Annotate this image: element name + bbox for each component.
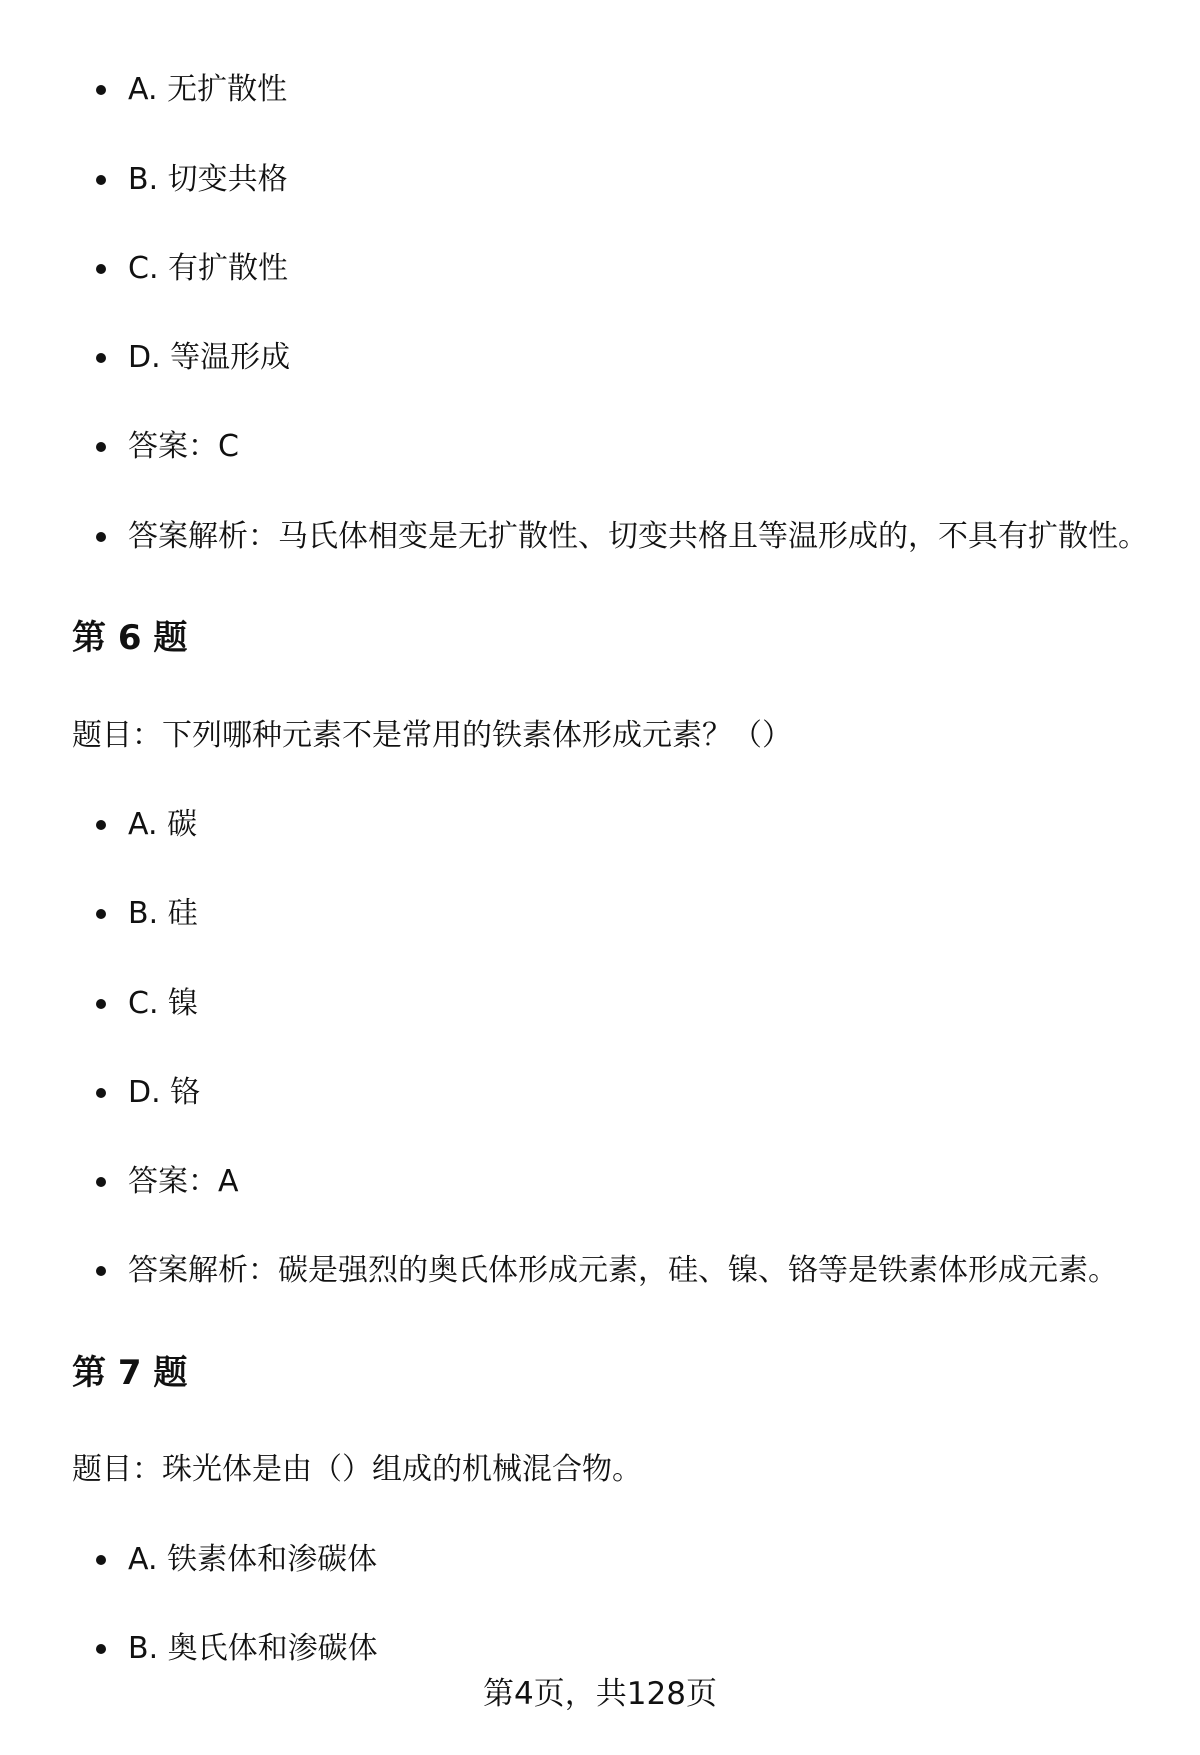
q7-question: 题目：珠光体是由（）组成的机械混合物。 — [72, 1452, 642, 1487]
q6-option-c-text: C. 镍 — [128, 986, 199, 1021]
q5-answer-text: 答案：C — [128, 429, 239, 464]
bullet-icon — [96, 175, 106, 185]
bullet-icon — [96, 264, 106, 274]
q7-option-a-text: A. 铁素体和渗碳体 — [128, 1542, 378, 1577]
q5-option-c-text: C. 有扩散性 — [128, 251, 289, 286]
q6-question: 题目：下列哪种元素不是常用的铁素体形成元素？（） — [72, 718, 792, 753]
bullet-icon — [96, 442, 106, 452]
q6-option-a-text: A. 碳 — [128, 807, 198, 842]
q6-option-b-text: B. 硅 — [128, 896, 198, 931]
bullet-icon — [96, 1177, 106, 1187]
bullet-icon — [96, 820, 106, 830]
q6-answer-text: 答案：A — [128, 1164, 239, 1199]
page-indicator: 第4页，共128页 — [483, 1676, 717, 1712]
bullet-icon — [96, 999, 106, 1009]
bullet-icon — [96, 1555, 106, 1565]
q7-option-b-text: B. 奥氏体和渗碳体 — [128, 1631, 378, 1666]
q6-heading: 第 6 题 — [72, 618, 188, 658]
q5-option-b-text: B. 切变共格 — [128, 162, 288, 197]
bullet-icon — [96, 1088, 106, 1098]
q6-explanation-text: 答案解析：碳是强烈的奥氏体形成元素，硅、镍、铬等是铁素体形成元素。 — [128, 1253, 1118, 1288]
q7-heading: 第 7 题 — [72, 1353, 188, 1393]
bullet-icon — [96, 532, 106, 542]
q5-option-a-text: A. 无扩散性 — [128, 72, 288, 107]
bullet-icon — [96, 1266, 106, 1276]
q6-option-d-text: D. 铬 — [128, 1075, 201, 1110]
bullet-icon — [96, 1644, 106, 1654]
bullet-icon — [96, 353, 106, 363]
bullet-icon — [96, 85, 106, 95]
bullet-icon — [96, 909, 106, 919]
q5-explanation-text: 答案解析：马氏体相变是无扩散性、切变共格且等温形成的，不具有扩散性。 — [128, 519, 1148, 554]
q5-option-d-text: D. 等温形成 — [128, 340, 291, 375]
